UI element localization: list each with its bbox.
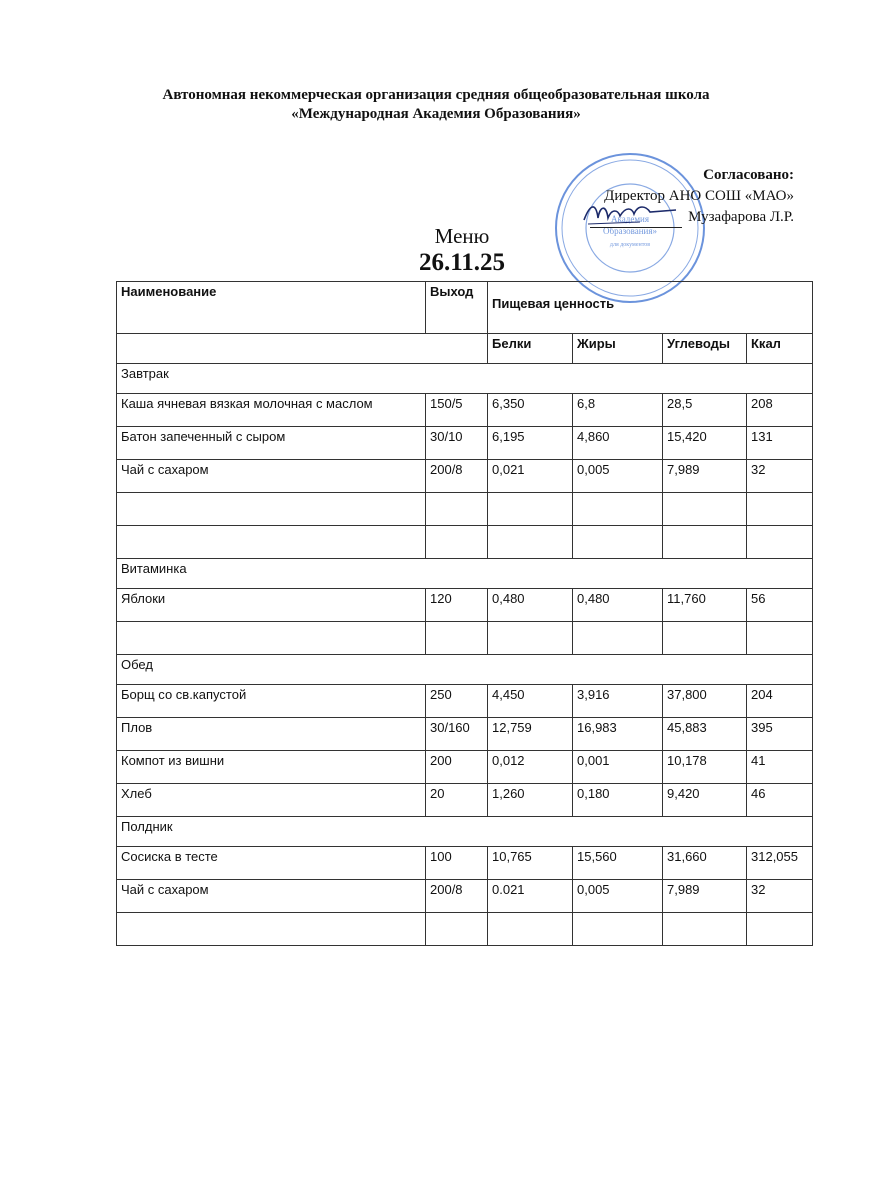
item-fat: 0,180 xyxy=(573,784,663,817)
item-fat: 4,860 xyxy=(573,427,663,460)
item-yield: 120 xyxy=(426,589,488,622)
col-fat-header: Жиры xyxy=(573,334,663,364)
table-row xyxy=(117,589,813,622)
approval-name: Музафарова Л.Р. xyxy=(688,209,794,225)
table-row xyxy=(117,847,813,880)
section-vitamin-title: Витаминка xyxy=(117,559,813,589)
menu-title-block xyxy=(352,224,572,278)
item-name: Борщ со св.капустой xyxy=(117,685,426,718)
item-fat: 6,8 xyxy=(573,394,663,427)
approval-signature-line xyxy=(590,207,794,228)
col-nutrition-header: Пищевая ценность xyxy=(488,282,813,334)
col-kcal-header: Ккал xyxy=(747,334,813,364)
table-row xyxy=(117,784,813,817)
section-row xyxy=(117,655,813,685)
menu-table xyxy=(116,281,813,946)
section-row xyxy=(117,364,813,394)
item-protein: 0,021 xyxy=(488,460,573,493)
section-row xyxy=(117,817,813,847)
item-fat: 0,005 xyxy=(573,880,663,913)
item-yield: 100 xyxy=(426,847,488,880)
col-carbs-header: Углеводы xyxy=(663,334,747,364)
item-kcal: 41 xyxy=(747,751,813,784)
item-kcal: 46 xyxy=(747,784,813,817)
approval-position: Директор АНО СОШ «МАО» xyxy=(604,188,794,204)
item-fat: 16,983 xyxy=(573,718,663,751)
item-carbs: 28,5 xyxy=(663,394,747,427)
svg-text:для документов: для документов xyxy=(609,242,651,248)
item-carbs: 9,420 xyxy=(663,784,747,817)
item-carbs: 15,420 xyxy=(663,427,747,460)
item-protein: 12,759 xyxy=(488,718,573,751)
organization-header xyxy=(0,86,872,124)
item-name: Хлеб xyxy=(117,784,426,817)
item-kcal: 56 xyxy=(747,589,813,622)
subheader-empty xyxy=(117,334,488,364)
table-row xyxy=(117,394,813,427)
svg-text:Академия: Академия xyxy=(611,214,649,224)
item-yield: 200 xyxy=(426,751,488,784)
item-name: Яблоки xyxy=(117,589,426,622)
item-yield: 200/8 xyxy=(426,460,488,493)
table-row xyxy=(117,718,813,751)
item-name: Плов xyxy=(117,718,426,751)
item-yield: 250 xyxy=(426,685,488,718)
approval-title: Согласовано: xyxy=(703,167,794,183)
empty-row xyxy=(117,913,813,946)
table-row xyxy=(117,880,813,913)
menu-title: Меню xyxy=(434,224,490,248)
item-protein: 10,765 xyxy=(488,847,573,880)
col-name-header: Наименование xyxy=(117,282,426,334)
empty-row xyxy=(117,493,813,526)
table-header-row xyxy=(117,282,813,334)
item-protein: 4,450 xyxy=(488,685,573,718)
item-name: Каша ячневая вязкая молочная с маслом xyxy=(117,394,426,427)
item-carbs: 7,989 xyxy=(663,460,747,493)
org-name-line2: «Международная Академия Образования» xyxy=(291,106,581,122)
item-fat: 0,005 xyxy=(573,460,663,493)
item-kcal: 131 xyxy=(747,427,813,460)
org-name-line1: Автономная некоммерческая организация средняя общеобразовательная школа xyxy=(162,87,710,103)
item-yield: 150/5 xyxy=(426,394,488,427)
item-yield: 30/10 xyxy=(426,427,488,460)
item-protein: 0,480 xyxy=(488,589,573,622)
item-protein: 6,195 xyxy=(488,427,573,460)
item-protein: 0.021 xyxy=(488,880,573,913)
item-yield: 30/160 xyxy=(426,718,488,751)
empty-row xyxy=(117,526,813,559)
item-carbs: 10,178 xyxy=(663,751,747,784)
item-protein: 0,012 xyxy=(488,751,573,784)
item-yield: 200/8 xyxy=(426,880,488,913)
item-carbs: 11,760 xyxy=(663,589,747,622)
item-kcal: 312,055 xyxy=(747,847,813,880)
approval-block xyxy=(590,165,794,228)
col-yield-header: Выход xyxy=(426,282,488,334)
item-protein: 1,260 xyxy=(488,784,573,817)
section-snack-title: Полдник xyxy=(117,817,813,847)
section-lunch-title: Обед xyxy=(117,655,813,685)
item-name: Компот из вишни xyxy=(117,751,426,784)
section-breakfast-title: Завтрак xyxy=(117,364,813,394)
item-name: Батон запеченный с сыром xyxy=(117,427,426,460)
item-kcal: 32 xyxy=(747,880,813,913)
item-protein: 6,350 xyxy=(488,394,573,427)
section-row xyxy=(117,559,813,589)
table-row xyxy=(117,427,813,460)
item-name: Чай с сахаром xyxy=(117,460,426,493)
item-yield: 20 xyxy=(426,784,488,817)
item-kcal: 204 xyxy=(747,685,813,718)
item-carbs: 31,660 xyxy=(663,847,747,880)
item-fat: 15,560 xyxy=(573,847,663,880)
table-row xyxy=(117,460,813,493)
item-carbs: 7,989 xyxy=(663,880,747,913)
item-name: Чай с сахаром xyxy=(117,880,426,913)
item-fat: 0,001 xyxy=(573,751,663,784)
item-carbs: 45,883 xyxy=(663,718,747,751)
item-fat: 0,480 xyxy=(573,589,663,622)
item-carbs: 37,800 xyxy=(663,685,747,718)
table-subheader-row xyxy=(117,334,813,364)
svg-text:Образования»: Образования» xyxy=(603,226,657,236)
item-kcal: 32 xyxy=(747,460,813,493)
col-protein-header: Белки xyxy=(488,334,573,364)
item-fat: 3,916 xyxy=(573,685,663,718)
signature-underline xyxy=(590,213,682,228)
item-name: Сосиска в тесте xyxy=(117,847,426,880)
menu-date: 26.11.25 xyxy=(418,249,506,276)
item-kcal: 208 xyxy=(747,394,813,427)
item-kcal: 395 xyxy=(747,718,813,751)
empty-row xyxy=(117,622,813,655)
table-row xyxy=(117,751,813,784)
table-row xyxy=(117,685,813,718)
